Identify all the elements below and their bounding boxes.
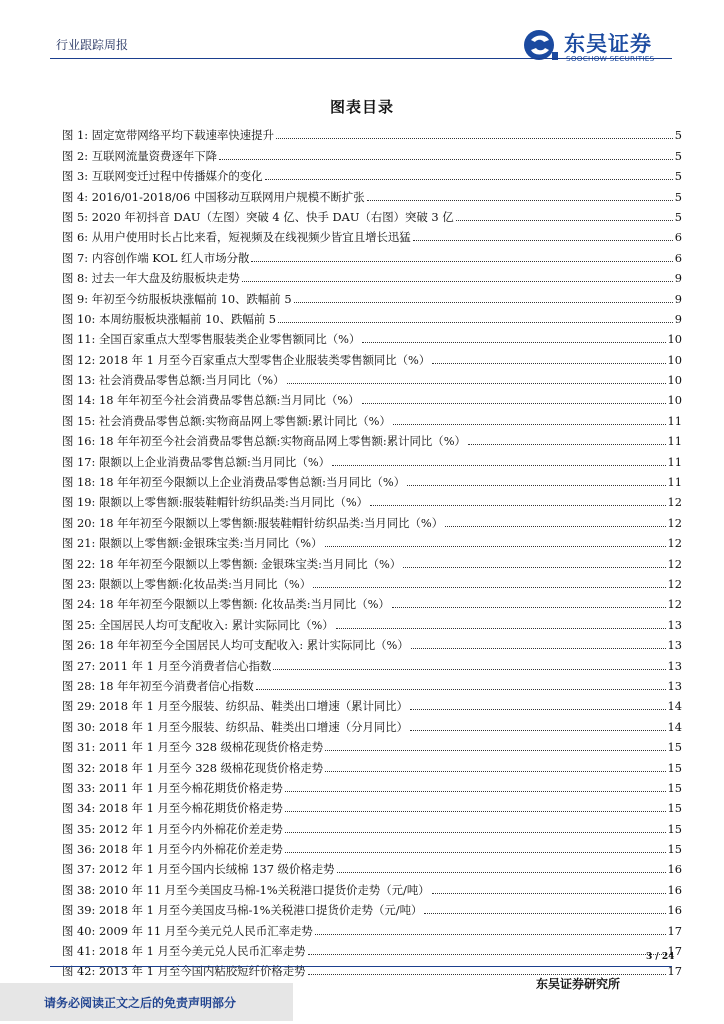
toc-entry-page[interactable]: 15 xyxy=(667,780,682,795)
logo-mark-icon xyxy=(522,28,560,62)
toc-entry[interactable] xyxy=(62,469,682,489)
toc-dot-leader xyxy=(468,444,666,445)
toc-entry[interactable] xyxy=(62,856,682,876)
toc-entry-page[interactable]: 11 xyxy=(667,434,682,449)
toc-entry-text[interactable]: 图 38: 2010 年 11 月至今美国皮马棉-1%关税港口提货价走势（元/吨） xyxy=(62,882,430,897)
toc-dot-leader xyxy=(278,322,673,323)
toc-entry-page[interactable]: 15 xyxy=(667,801,682,816)
toc-dot-leader xyxy=(242,281,673,282)
toc-entry-text[interactable]: 图 11: 全国百家重点大型零售服装类企业零售额同比（%） xyxy=(62,332,361,347)
toc-dot-leader xyxy=(424,913,665,914)
page-number: 3 / 24 xyxy=(646,952,675,962)
toc-dot-leader xyxy=(273,669,665,670)
toc-entry-page[interactable]: 14 xyxy=(667,719,682,734)
toc-dot-leader xyxy=(285,832,666,833)
toc-dot-leader xyxy=(393,424,666,425)
toc-entry[interactable] xyxy=(62,550,682,570)
toc-dot-leader xyxy=(362,342,665,343)
toc-dot-leader xyxy=(325,546,666,547)
toc-dot-leader xyxy=(294,302,673,303)
toc-entry[interactable] xyxy=(62,142,682,162)
toc-dot-leader xyxy=(325,750,665,751)
toc-entry[interactable] xyxy=(62,326,682,346)
toc-entry[interactable] xyxy=(62,530,682,550)
toc-entry[interactable] xyxy=(62,571,682,591)
toc-dot-leader xyxy=(256,689,666,690)
toc-entry-page[interactable]: 11 xyxy=(667,413,682,428)
toc-entry-page[interactable]: 14 xyxy=(667,699,682,714)
toc-entry-page[interactable]: 6 xyxy=(674,250,682,265)
toc-entry[interactable] xyxy=(62,448,682,468)
toc-dot-leader xyxy=(411,648,666,649)
toc-dot-leader xyxy=(403,567,665,568)
toc-entry-page[interactable]: 15 xyxy=(667,740,682,755)
toc-dot-leader xyxy=(410,709,665,710)
toc-entry-page[interactable]: 12 xyxy=(667,536,682,551)
toc-entry-text[interactable]: 图 13: 社会消费品零售总额:当月同比（%） xyxy=(62,373,285,388)
toc-dot-leader xyxy=(370,505,665,506)
toc-entry[interactable] xyxy=(62,713,682,733)
toc-entry-text[interactable]: 图 3: 互联网变迁过程中传播媒介的变化 xyxy=(62,169,263,184)
toc-entry-text[interactable]: 图 24: 18 年年初至今限额以上零售额: 化妆品类:当月同比（%） xyxy=(62,597,390,612)
footer-divider xyxy=(50,966,672,967)
toc-entry-page[interactable]: 10 xyxy=(667,373,682,388)
company-logo xyxy=(522,28,672,62)
toc-dot-leader xyxy=(362,403,666,404)
toc-dot-leader xyxy=(265,179,673,180)
toc-entry-text[interactable]: 图 17: 限额以上企业消费品零售总额:当月同比（%） xyxy=(62,454,331,469)
toc-entry-text[interactable]: 图 12: 2018 年 1 月至今百家重点大型零售企业服装类零售额同比（%） xyxy=(62,352,431,367)
toc-dot-leader xyxy=(337,872,666,873)
toc-entry-text[interactable]: 图 25: 全国居民人均可支配收入: 累计实际同比（%） xyxy=(62,617,334,632)
toc-dot-leader xyxy=(367,200,673,201)
toc-entry-text[interactable]: 图 28: 18 年年初至今消费者信心指数 xyxy=(62,678,254,693)
toc-entry-text[interactable]: 图 14: 18 年年初至今社会消费品零售总额:当月同比（%） xyxy=(62,393,360,408)
toc-entry-text[interactable]: 图 42: 2013 年 1 月至今国内粘胶短纤价格走势 xyxy=(62,964,306,979)
toc-entry-text[interactable]: 图 40: 2009 年 11 月至今美元兑人民币汇率走势 xyxy=(62,923,313,938)
header-divider xyxy=(50,58,672,59)
toc-entry-page[interactable]: 11 xyxy=(667,475,682,490)
toc-entry-page[interactable]: 5 xyxy=(674,189,682,204)
toc-entry[interactable] xyxy=(62,876,682,896)
toc-entry-page[interactable]: 12 xyxy=(667,597,682,612)
footer-institute: 东吴证券研究所 xyxy=(536,977,621,991)
toc-entry[interactable] xyxy=(62,652,682,672)
toc-entry[interactable] xyxy=(62,224,682,244)
toc-dot-leader xyxy=(445,526,665,527)
toc-entry[interactable] xyxy=(62,591,682,611)
toc-entry-page[interactable]: 12 xyxy=(667,495,682,510)
toc-dot-leader xyxy=(315,934,666,935)
toc-entry-page[interactable]: 15 xyxy=(667,760,682,775)
toc-entry[interactable] xyxy=(62,673,682,693)
toc-entry[interactable] xyxy=(62,836,682,856)
toc-entry[interactable] xyxy=(62,346,682,366)
toc-entry-text[interactable]: 图 29: 2018 年 1 月至今服装、纺织品、鞋类出口增速（累计同比） xyxy=(62,699,409,714)
toc-entry-text[interactable]: 图 33: 2011 年 1 月至今棉花期货价格走势 xyxy=(62,780,283,795)
toc-dot-leader xyxy=(410,730,665,731)
toc-entry[interactable] xyxy=(62,407,682,427)
toc-entry-text[interactable]: 图 41: 2018 年 1 月至今美元兑人民币汇率走势 xyxy=(62,944,306,959)
toc-entry-text[interactable]: 图 15: 社会消费品零售总额:实物商品网上零售额:累计同比（%） xyxy=(62,413,391,428)
toc-dot-leader xyxy=(407,485,665,486)
toc-entry[interactable] xyxy=(62,754,682,774)
toc-dot-leader xyxy=(276,138,673,139)
toc-entry[interactable] xyxy=(62,122,682,142)
toc-entry[interactable] xyxy=(62,387,682,407)
toc-entry-page[interactable]: 15 xyxy=(667,842,682,857)
toc-entry-text[interactable]: 图 39: 2018 年 1 月至今美国皮马棉-1%关税港口提货价走势（元/吨） xyxy=(62,903,423,918)
toc-entry[interactable] xyxy=(62,775,682,795)
toc-entry[interactable] xyxy=(62,428,682,448)
toc-entry-text[interactable]: 图 6: 从用户使用时长占比来看，短视频及在线视频少皆宜且增长迅猛 xyxy=(62,230,411,245)
toc-entry-page[interactable]: 12 xyxy=(667,556,682,571)
toc-entry[interactable] xyxy=(62,611,682,631)
toc-entry-text[interactable]: 图 1: 固定宽带网络平均下载速率快速提升 xyxy=(62,128,274,143)
toc-entry-page[interactable]: 9 xyxy=(674,271,682,286)
toc-entry-page[interactable]: 13 xyxy=(667,658,682,673)
toc-entry[interactable] xyxy=(62,509,682,529)
toc-entry-page[interactable]: 5 xyxy=(674,169,682,184)
toc-entry-text[interactable]: 图 18: 18 年年初至今限额以上企业消费品零售总额:当月同比（%） xyxy=(62,475,406,490)
toc-entry-text[interactable]: 图 5: 2020 年初抖音 DAU（左图）突破 4 亿、快手 DAU（右图）突破 3 亿 xyxy=(62,209,454,224)
toc-entry[interactable] xyxy=(62,815,682,835)
toc-entry-page[interactable]: 16 xyxy=(667,862,682,877)
toc-entry-page[interactable]: 12 xyxy=(667,576,682,591)
toc-title: 图表目录 xyxy=(329,98,394,116)
toc-entry-text[interactable]: 图 26: 18 年年初至今全国居民人均可支配收入: 累计实际同比（%） xyxy=(62,638,409,653)
toc-entry[interactable] xyxy=(62,489,682,509)
toc-entry[interactable] xyxy=(62,367,682,387)
toc-entry-text[interactable]: 图 37: 2012 年 1 月至今国内长绒棉 137 级价格走势 xyxy=(62,862,335,877)
toc-entry-text[interactable]: 图 30: 2018 年 1 月至今服装、纺织品、鞋类出口增速（分月同比） xyxy=(62,719,409,734)
toc-entry-text[interactable]: 图 21: 限额以上零售额:金银珠宝类:当月同比（%） xyxy=(62,536,323,551)
toc-entry-page[interactable]: 16 xyxy=(667,903,682,918)
toc-entry-text[interactable]: 图 9: 年初至今纺服板块涨幅前 10、跌幅前 5 xyxy=(62,291,292,306)
toc-entry-text[interactable]: 图 2: 互联网流量资费逐年下降 xyxy=(62,148,218,163)
toc-dot-leader xyxy=(285,852,666,853)
toc-entry-page[interactable]: 10 xyxy=(667,332,682,347)
toc-entry-page[interactable]: 5 xyxy=(674,148,682,163)
toc-entry-text[interactable]: 图 32: 2018 年 1 月至今 328 级棉花现货价格走势 xyxy=(62,760,324,775)
toc-entry[interactable] xyxy=(62,897,682,917)
toc-entry-page[interactable]: 13 xyxy=(667,617,682,632)
toc-entry-page[interactable]: 5 xyxy=(674,209,682,224)
toc-entry-text[interactable]: 图 22: 18 年年初至今限额以上零售额: 金银珠宝类:当月同比（%） xyxy=(62,556,402,571)
toc-list xyxy=(62,122,682,978)
toc-entry-page[interactable]: 17 xyxy=(667,964,682,979)
toc-dot-leader xyxy=(219,159,673,160)
toc-entry[interactable] xyxy=(62,734,682,754)
toc-entry[interactable] xyxy=(62,795,682,815)
toc-entry-text[interactable]: 图 16: 18 年年初至今社会消费品零售总额:实物商品网上零售额:累计同比（%） xyxy=(62,434,466,449)
toc-entry-page[interactable]: 17 xyxy=(667,923,682,938)
toc-dot-leader xyxy=(285,791,666,792)
toc-entry[interactable] xyxy=(62,204,682,224)
toc-dot-leader xyxy=(336,628,666,629)
toc-entry-page[interactable]: 5 xyxy=(674,128,682,143)
logo-subtitle: SOOCHOW SECURITIES xyxy=(566,54,655,63)
toc-entry-page[interactable]: 12 xyxy=(667,515,682,530)
toc-dot-leader xyxy=(456,220,673,221)
toc-entry-text[interactable]: 图 27: 2011 年 1 月至今消费者信心指数 xyxy=(62,658,272,673)
toc-entry-text[interactable]: 图 20: 18 年年初至今限额以上零售额:服装鞋帽针纺织品类:当月同比（%） xyxy=(62,515,444,530)
toc-entry[interactable] xyxy=(62,917,682,937)
toc-entry[interactable] xyxy=(62,183,682,203)
toc-entry[interactable] xyxy=(62,244,682,264)
toc-entry-page[interactable]: 13 xyxy=(667,678,682,693)
toc-entry[interactable] xyxy=(62,285,682,305)
toc-dot-leader xyxy=(432,893,666,894)
toc-entry[interactable] xyxy=(62,632,682,652)
toc-entry-text[interactable]: 图 4: 2016/01-2018/06 中国移动互联网用户规模不断扩张 xyxy=(62,189,365,204)
toc-entry-page[interactable]: 17 xyxy=(667,944,682,959)
toc-entry-text[interactable]: 图 7: 内容创作端 KOL 红人市场分散 xyxy=(62,250,250,265)
toc-entry-text[interactable]: 图 34: 2018 年 1 月至今棉花期货价格走势 xyxy=(62,801,283,816)
toc-entry-page[interactable]: 16 xyxy=(667,882,682,897)
toc-entry-text[interactable]: 图 36: 2018 年 1 月至今内外棉花价差走势 xyxy=(62,842,283,857)
toc-entry-page[interactable]: 6 xyxy=(674,230,682,245)
toc-dot-leader xyxy=(413,240,673,241)
toc-dot-leader xyxy=(432,363,665,364)
toc-dot-leader xyxy=(313,587,665,588)
toc-entry-page[interactable]: 9 xyxy=(674,311,682,326)
toc-dot-leader xyxy=(325,771,665,772)
toc-entry-page[interactable]: 11 xyxy=(667,454,682,469)
toc-entry-page[interactable]: 9 xyxy=(674,291,682,306)
toc-entry[interactable] xyxy=(62,306,682,326)
toc-entry-page[interactable]: 13 xyxy=(667,638,682,653)
toc-entry-text[interactable]: 图 35: 2012 年 1 月至今内外棉花价差走势 xyxy=(62,821,283,836)
report-type-label: 行业跟踪周报 xyxy=(56,38,129,52)
toc-entry-page[interactable]: 15 xyxy=(667,821,682,836)
toc-entry-text[interactable]: 图 31: 2011 年 1 月至今 328 级棉花现货价格走势 xyxy=(62,740,324,755)
toc-entry[interactable] xyxy=(62,265,682,285)
toc-dot-leader xyxy=(287,383,666,384)
toc-entry-text[interactable]: 图 8: 过去一年大盘及纺服板块走势 xyxy=(62,271,240,286)
toc-dot-leader xyxy=(251,261,672,262)
toc-dot-leader xyxy=(285,811,666,812)
logo-text: 东吴证券 xyxy=(564,32,652,56)
toc-entry[interactable] xyxy=(62,693,682,713)
toc-entry-page[interactable]: 10 xyxy=(667,352,682,367)
toc-entry[interactable] xyxy=(62,163,682,183)
toc-entry-page[interactable]: 10 xyxy=(667,393,682,408)
toc-entry-text[interactable]: 图 10: 本周纺服板块涨幅前 10、跌幅前 5 xyxy=(62,311,277,326)
toc-entry-text[interactable]: 图 23: 限额以上零售额:化妆品类:当月同比（%） xyxy=(62,576,312,591)
toc-dot-leader xyxy=(332,465,665,466)
toc-dot-leader xyxy=(308,954,666,955)
footer-disclaimer: 请务必阅读正文之后的免责声明部分 xyxy=(44,996,237,1010)
toc-dot-leader xyxy=(392,607,666,608)
toc-entry-text[interactable]: 图 19: 限额以上零售额:服装鞋帽针纺织品类:当月同比（%） xyxy=(62,495,369,510)
toc-entry[interactable] xyxy=(62,938,682,958)
